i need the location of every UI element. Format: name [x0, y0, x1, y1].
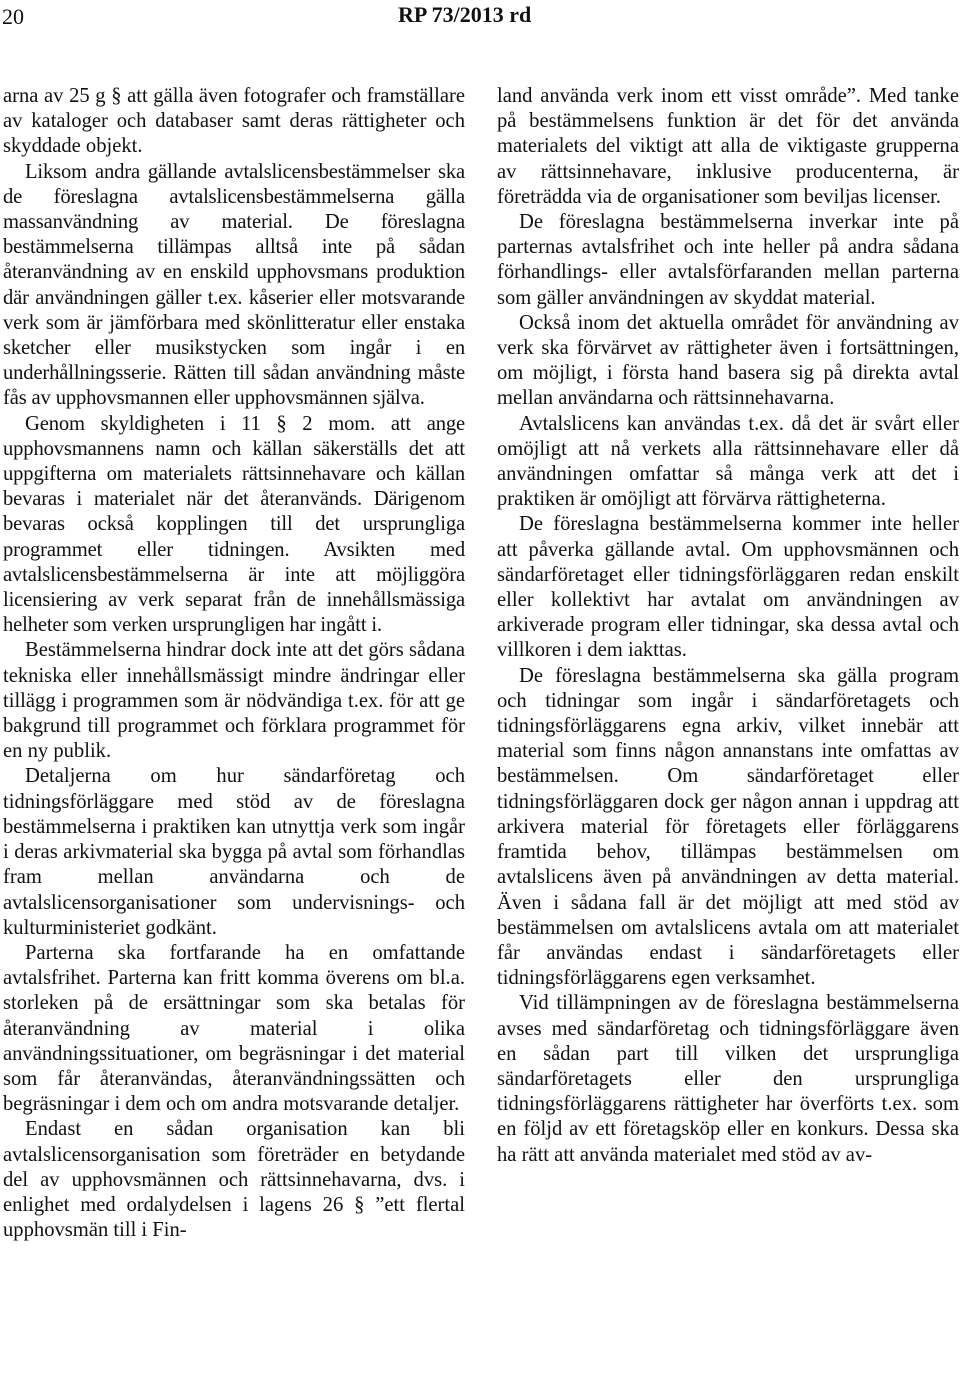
- paragraph: Bestämmelserna hindrar dock inte att det görs sådana tekniska eller innehållsmässigt mindre ändringar eller tillägg i programmen som är nödvändiga t.ex. för att ge bakgrund till programmet och förklara programmet för en ny publik.: [3, 639, 465, 763]
- paragraph: Liksom andra gällande avtalslicensbestämmelser ska de föreslagna avtalslicensbestämmelserna gälla massanvändning av material. De föreslagna bestämmelserna tillämpas alltså inte på sådan återanvändning av en enskild upphovsmans produktion där användningen gäller t.ex. kåserier eller motsvarande verk som är jämförbara med skönlitteratur eller enstaka sketcher eller musikstycken som ingår i en underhållningsserie. Rätten till sådan användning måste fås av upphovsmannen eller upphovsmännen själva.: [3, 160, 465, 410]
- document-reference: RP 73/2013 rd: [398, 2, 532, 27]
- page-number: 20: [2, 4, 24, 29]
- left-column: [3, 84, 465, 1243]
- paragraph: Detaljerna om hur sändarföretag och tidningsförläggare med stöd av de föreslagna bestämmelserna i praktiken kan utnyttja verk som ingår i deras arkivmaterial ska bygga på avtal som förhandlas fram mellan användarna och de avtalslicensorganisationer som undervisnings- och kulturministeriet godkänt.: [3, 765, 465, 939]
- paragraph: arna av 25 g § att gälla även fotografer och framställare av kataloger och databaser samt deras rättigheter och skyddade objekt.: [3, 85, 465, 158]
- right-column: [497, 84, 959, 1168]
- paragraph: Också inom det aktuella området för användning av verk ska förvärvet av rättigheter även i fortsättningen, om möjligt, i första hand basera sig på direkta avtal mellan användarna och rättsinnehavarna.: [497, 311, 959, 410]
- paragraph: De föreslagna bestämmelserna kommer inte heller att påverka gällande avtal. Om upphovsmännen och sändarföretaget eller tidningsförläggaren redan enskilt eller kollektivt har avtalat om användningen av arkiverade program eller tidningar, ska dessa avtal och villkoren i dem iakttas.: [497, 513, 959, 662]
- paragraph: Avtalslicens kan användas t.ex. då det är svårt eller omöjligt att nå verkets alla rättsinnehavare eller då användningen omfattar så många verk att det i praktiken är omöjligt att förvärva rättigheterna.: [497, 412, 959, 511]
- paragraph: De föreslagna bestämmelserna ska gälla program och tidningar som ingår i sändarföretagets och tidningsförläggarens egna arkiv, vilket innebär att material som finns någon annanstans inte omfattas av bestämmelsen. Om sändarföretaget eller tidningsförläggaren dock ger någon annan i uppdrag att arkivera material för företagets eller förläggarens framtida behov, tillämpas bestämmelsen om avtalslicens även på användningen av detta material. Även i sådana fall är det möjligt att med stöd av bestämmelsen om avtalslicens avtala om att materialet får användas endast i sändarföretagets eller tidningsförläggarens egen verksamhet.: [497, 664, 959, 990]
- page-header: [0, 0, 960, 40]
- paragraph: De föreslagna bestämmelserna inverkar inte på parternas avtalsfrihet och inte heller på andra sådana förhandlings- eller avtalsförfaranden mellan parterna som gäller användningen av skyddat material.: [497, 211, 959, 309]
- paragraph: Parterna ska fortfarande ha en omfattande avtalsfrihet. Parterna kan fritt komma överens om bl.a. storleken på de ersättningar som ska betalas för återanvändning av material i olika användningssituationer, om begräsningar i det material som får återanvändas, återanvändningssätten och begräsningar i dem och om andra motsvarande detaljer.: [3, 941, 465, 1116]
- paragraph: Vid tillämpningen av de föreslagna bestämmelserna avses med sändarföretag och tidningsförläggare även en sådan part till vilken det ursprungliga sändarföretagets eller den ursprungliga tidningsförläggarens rättigheter har överförts t.ex. som en följd av ett företagsköp eller en konkurs. Dessa ska ha rätt att använda materialet med stöd av av-: [497, 992, 959, 1166]
- paragraph: Genom skyldigheten i 11 § 2 mom. att ange upphovsmannens namn och källan säkerställs det att uppgifterna om materialets rättsinnehavare och källan bevaras i materialet när det återanvänds. Därigenom bevaras också kopplingen till det ursprungliga programmet eller tidningen. Avsikten med avtalslicensbestämmelserna är inte att möjliggöra licensiering av verk separat från de innehållsmässiga helheter som verken ursprungligen har ingått i.: [3, 412, 465, 637]
- paragraph: land använda verk inom ett visst område”. Med tanke på bestämmelsens funktion är det för det använda materialets del viktigt att alla de viktigaste grupperna av rättsinnehavare, inklusive producenterna, är företrädda via de organisationer som beviljas licenser.: [497, 85, 959, 208]
- paragraph: Endast en sådan organisation kan bli avtalslicensorganisation som företräder en betydande del av upphovsmännen och rättsinnehavarna, dvs. i enlighet med ordalydelsen i lagens 26 § ”ett flertal upphovsmän till i Fin-: [3, 1118, 465, 1242]
